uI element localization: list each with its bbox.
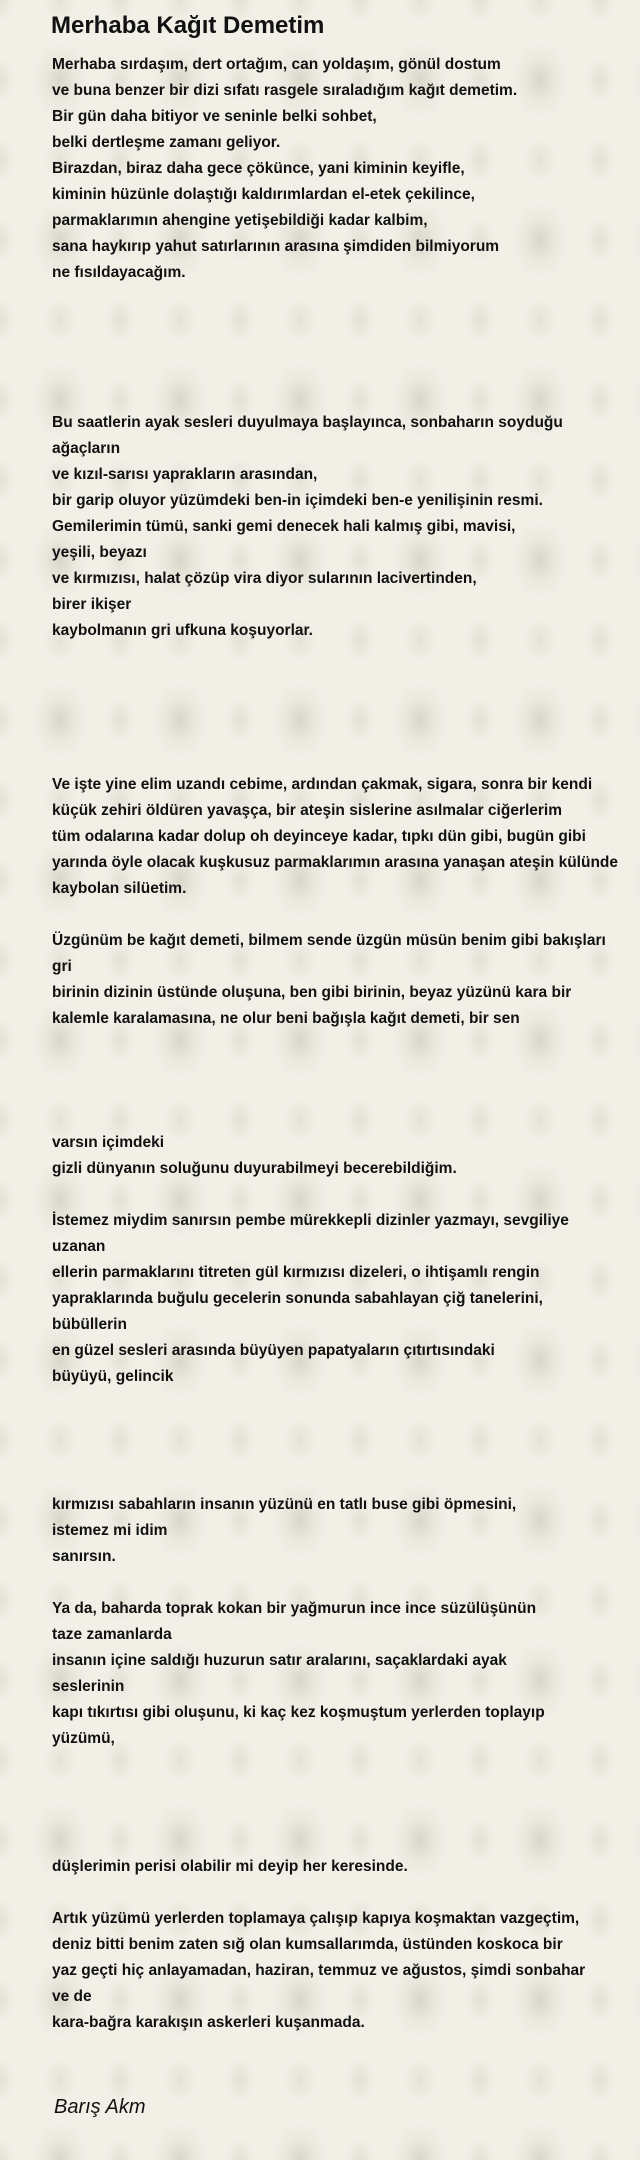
poem-line: büyüyü, gelincik: [52, 1368, 174, 1385]
poem-line: Ve işte yine elim uzandı cebime, ardından çakmak, sigara, sonra bir kendi: [52, 776, 593, 793]
poem-line: belki dertleşme zamanı geliyor.: [52, 134, 281, 151]
poem-stanza: [52, 1854, 638, 2036]
poem-line: kaybolmanın gri ufkuna koşuyorlar.: [52, 622, 313, 639]
poem-line: istemez mi idim: [52, 1522, 168, 1539]
stanza-gap: [52, 1880, 638, 1906]
poem-line: insanın içine saldığı huzurun satır aralarını, saçaklardaki ayak: [52, 1652, 507, 1669]
poem-line: Merhaba sırdaşım, dert ortağım, can yoldaşım, gönül dostum: [52, 56, 501, 73]
poem-line: sanırsın.: [52, 1548, 116, 1565]
poem-author: Barış Akm: [54, 2096, 146, 2118]
stanza-gap: [52, 902, 638, 928]
poem-line: Ya da, baharda toprak kokan bir yağmurun ince ince süzülüşünün: [52, 1600, 537, 1617]
poem-stanza: [52, 772, 638, 1032]
poem-line: Artık yüzümü yerlerden toplamaya çalışıp kapıya koşmaktan vazgeçtim,: [52, 1910, 580, 1927]
poem-line: gri: [52, 958, 72, 975]
poem-stanza: [52, 1492, 638, 1752]
stanza-gap: [52, 1182, 638, 1208]
poem-line: Bu saatlerin ayak sesleri duyulmaya başlayınca, sonbaharın soyduğu: [52, 414, 563, 431]
poem-line: kaybolan silüetim.: [52, 880, 187, 897]
poem-line: kara-bağra karakışın askerleri kuşanmada.: [52, 2014, 365, 2031]
poem-line: bübüllerin: [52, 1316, 127, 1333]
poem-line: yaz geçti hiç anlayamadan, haziran, temmuz ve ağustos, şimdi sonbahar: [52, 1962, 586, 1979]
poem-line: İstemez miydim sanırsın pembe mürekkepli dizinler yazmayı, sevgiliye: [52, 1212, 569, 1229]
poem-line: yarında öyle olacak kuşkusuz parmaklarımın arasına yanaşan ateşin külünde: [52, 854, 618, 871]
poem-line: ağaçların: [52, 440, 121, 457]
poem-line: ve buna benzer bir dizi sıfatı rasgele sıraladığım kağıt demetim.: [52, 82, 518, 99]
poem-line: ve de: [52, 1988, 92, 2005]
poem-line: uzanan: [52, 1238, 106, 1255]
poem-stanza: [52, 52, 638, 286]
stanza-gap: [52, 1570, 638, 1596]
poem-line: en güzel sesleri arasında büyüyen papatyaların çıtırtısındaki: [52, 1342, 495, 1359]
poem-line: ne fısıldayacağım.: [52, 264, 186, 281]
poem-line: gizli dünyanın soluğunu duyurabilmeyi becerebildiğim.: [52, 1160, 457, 1177]
poem-line: kırmızısı sabahların insanın yüzünü en tatlı buse gibi öpmesini,: [52, 1496, 517, 1513]
poem-stanza: [52, 410, 638, 644]
poem-line: yüzümü,: [52, 1730, 115, 1747]
poem-line: seslerinin: [52, 1678, 125, 1695]
poem-line: birinin dizinin üstünde oluşuna, ben gibi birinin, beyaz yüzünü kara bir: [52, 984, 572, 1001]
poem-line: birer ikişer: [52, 596, 132, 613]
poem-line: kapı tıkırtısı gibi oluşunu, ki kaç kez koşmuştum yerlerden toplayıp: [52, 1704, 545, 1721]
poem-line: deniz bitti benim zaten sığ olan kumsallarımda, üstünden koskoca bir: [52, 1936, 563, 1953]
poem-line: Üzgünüm be kağıt demeti, bilmem sende üzgün müsün benim gibi bakışları: [52, 932, 606, 949]
poem-line: küçük zehiri öldüren yavaşça, bir ateşin sislerine asılmalar ciğerlerim: [52, 802, 563, 819]
poem-stanza: [52, 1130, 638, 1390]
poem-line: Bir gün daha bitiyor ve seninle belki sohbet,: [52, 108, 377, 125]
poem-line: ve kırmızısı, halat çözüp vira diyor sularının lacivertinden,: [52, 570, 477, 587]
poem-line: yapraklarında buğulu gecelerin sonunda sabahlayan çiğ tanelerini,: [52, 1290, 543, 1307]
poem-line: taze zamanlarda: [52, 1626, 172, 1643]
poem-line: varsın içimdeki: [52, 1134, 165, 1151]
poem-line: Birazdan, biraz daha gece çökünce, yani kiminin keyifle,: [52, 160, 465, 177]
poem-line: yeşili, beyazı: [52, 544, 147, 561]
poem-line: tüm odalarına kadar dolup oh deyinceye kadar, tıpkı dün gibi, bugün gibi: [52, 828, 586, 845]
poem-line: düşlerimin perisi olabilir mi deyip her keresinde.: [52, 1858, 408, 1875]
poem-line: kalemle karalamasına, ne olur beni bağışla kağıt demeti, bir sen: [52, 1010, 520, 1027]
poem-line: kiminin hüzünle dolaştığı kaldırımlardan el-etek çekilince,: [52, 186, 475, 203]
poem-title: Merhaba Kağıt Demetim: [51, 12, 325, 39]
poem-line: parmaklarımın ahengine yetişebildiği kadar kalbim,: [52, 212, 428, 229]
poem-line: sana haykırıp yahut satırlarının arasına şimdiden bilmiyorum: [52, 238, 500, 255]
poem-line: bir garip oluyor yüzümdeki ben-in içimdeki ben-e yenilişinin resmi.: [52, 492, 543, 509]
poem-line: ellerin parmaklarını titreten gül kırmızısı dizeleri, o ihtişamlı rengin: [52, 1264, 540, 1281]
poem-line: Gemilerimin tümü, sanki gemi denecek hali kalmış gibi, mavisi,: [52, 518, 516, 535]
poem-line: ve kızıl-sarısı yaprakların arasından,: [52, 466, 318, 483]
